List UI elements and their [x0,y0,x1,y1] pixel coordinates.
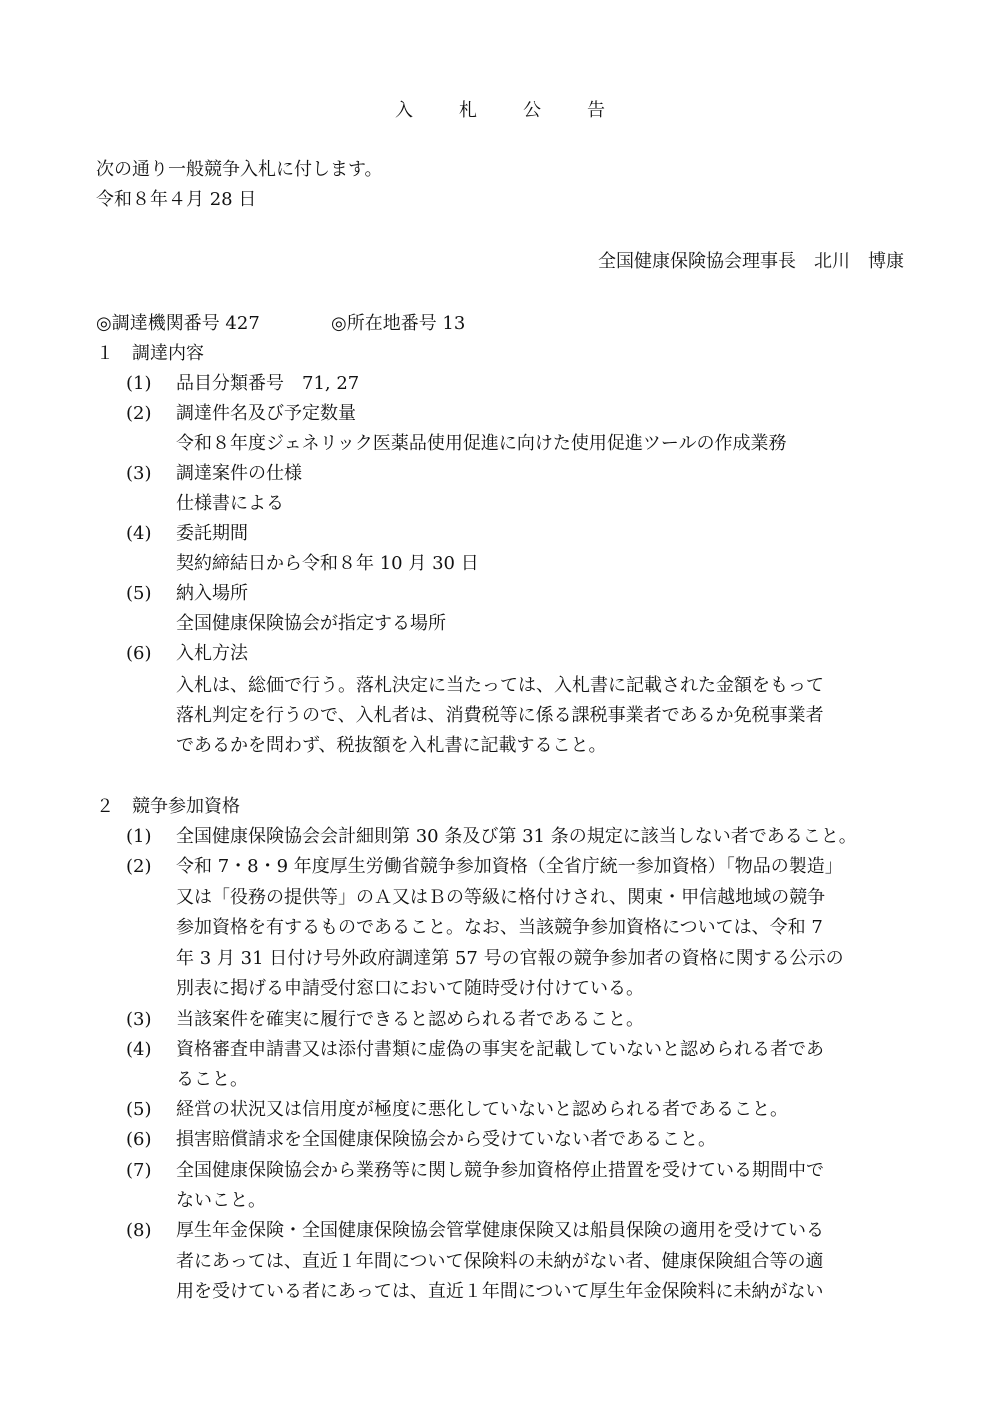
item-text: 別表に掲げる申請受付窓口において随時受け付けている。 [176,978,644,999]
item-text: 者にあっては、直近１年間について保険料の未納がない者、健康保険組合等の適 [176,1251,824,1272]
item-number: (3) [126,463,152,484]
item-number: (3) [126,1009,152,1030]
location-code: ◎所在地番号 13 [331,313,466,334]
item-number: (1) [126,373,152,394]
item-number: (8) [126,1220,152,1241]
item-body: であるかを問わず、税抜額を入札書に記載すること。 [176,735,607,756]
item-text: ないこと。 [176,1190,266,1211]
item-body: 令和８年度ジェネリック医薬品使用促進に向けた使用促進ツールの作成業務 [176,433,787,454]
section-1-heading: １ 調達内容 [96,343,204,364]
item-number: (4) [126,1039,152,1060]
item-number: (4) [126,523,152,544]
item-body: 契約締結日から令和８年 10 月 30 日 [176,553,479,574]
item-text: 経営の状況又は信用度が極度に悪化していないと認められる者であること。 [176,1099,788,1120]
item-text: 損害賠償請求を全国健康保険協会から受けていない者であること。 [176,1129,716,1150]
item-label: 調達件名及び予定数量 [176,403,356,424]
item-body: 全国健康保険協会が指定する場所 [176,613,446,634]
item-text: 資格審査申請書又は添付書類に虚偽の事実を記載していないと認められる者であ [176,1039,824,1060]
intro-text: 次の通り一般競争入札に付します。 [96,159,383,180]
item-body: 落札判定を行うので、入札者は、消費税等に係る課税事業者であるか免税事業者 [176,705,824,726]
section-2-heading: ２ 競争参加資格 [96,796,240,817]
notice-date: 令和８年４月 28 日 [96,189,257,210]
item-number: (5) [126,1099,152,1120]
item-number: (2) [126,856,152,877]
item-text: 令和 7・8・9 年度厚生労働省競争参加資格（全省庁統一参加資格）「物品の製造」 [176,856,843,877]
item-text: 参加資格を有するものであること。なお、当該競争参加資格については、令和 7 [176,917,823,938]
item-text: 又は「役務の提供等」のＡ又はＢの等級に格付けされ、関東・甲信越地域の競争 [176,887,826,908]
item-text: 全国健康保険協会会計細則第 30 条及び第 31 条の規定に該当しない者であること。 [176,826,857,847]
agency-code: ◎調達機関番号 427 [96,313,260,334]
item-label: 品目分類番号 71, 27 [176,373,360,394]
document-title: 入 札 公 告 [395,100,619,121]
item-number: (7) [126,1160,152,1181]
item-text: 当該案件を確実に履行できると認められる者であること。 [176,1009,644,1030]
item-number: (2) [126,403,152,424]
item-number: (1) [126,826,152,847]
item-number: (5) [126,583,152,604]
item-label: 入札方法 [176,643,248,664]
item-text: 厚生年金保険・全国健康保険協会管掌健康保険又は船員保険の適用を受けている [176,1220,824,1241]
issuer-name: 全国健康保険協会理事長 北川 博康 [598,251,904,272]
item-label: 調達案件の仕様 [176,463,302,484]
item-body: 仕様書による [176,493,284,514]
item-text: 用を受けている者にあっては、直近１年間について厚生年金保険料に未納がない [176,1281,824,1302]
item-label: 納入場所 [176,583,248,604]
item-number: (6) [126,643,152,664]
item-text: ること。 [176,1069,248,1090]
item-label: 委託期間 [176,523,248,544]
item-text: 年 3 月 31 日付け号外政府調達第 57 号の官報の競争参加者の資格に関する公示の [176,948,844,969]
item-body: 入札は、総価で行う。落札決定に当たっては、入札書に記載された金額をもって [176,675,824,696]
item-text: 全国健康保険協会から業務等に関し競争参加資格停止措置を受けている期間中で [176,1160,824,1181]
item-number: (6) [126,1129,152,1150]
